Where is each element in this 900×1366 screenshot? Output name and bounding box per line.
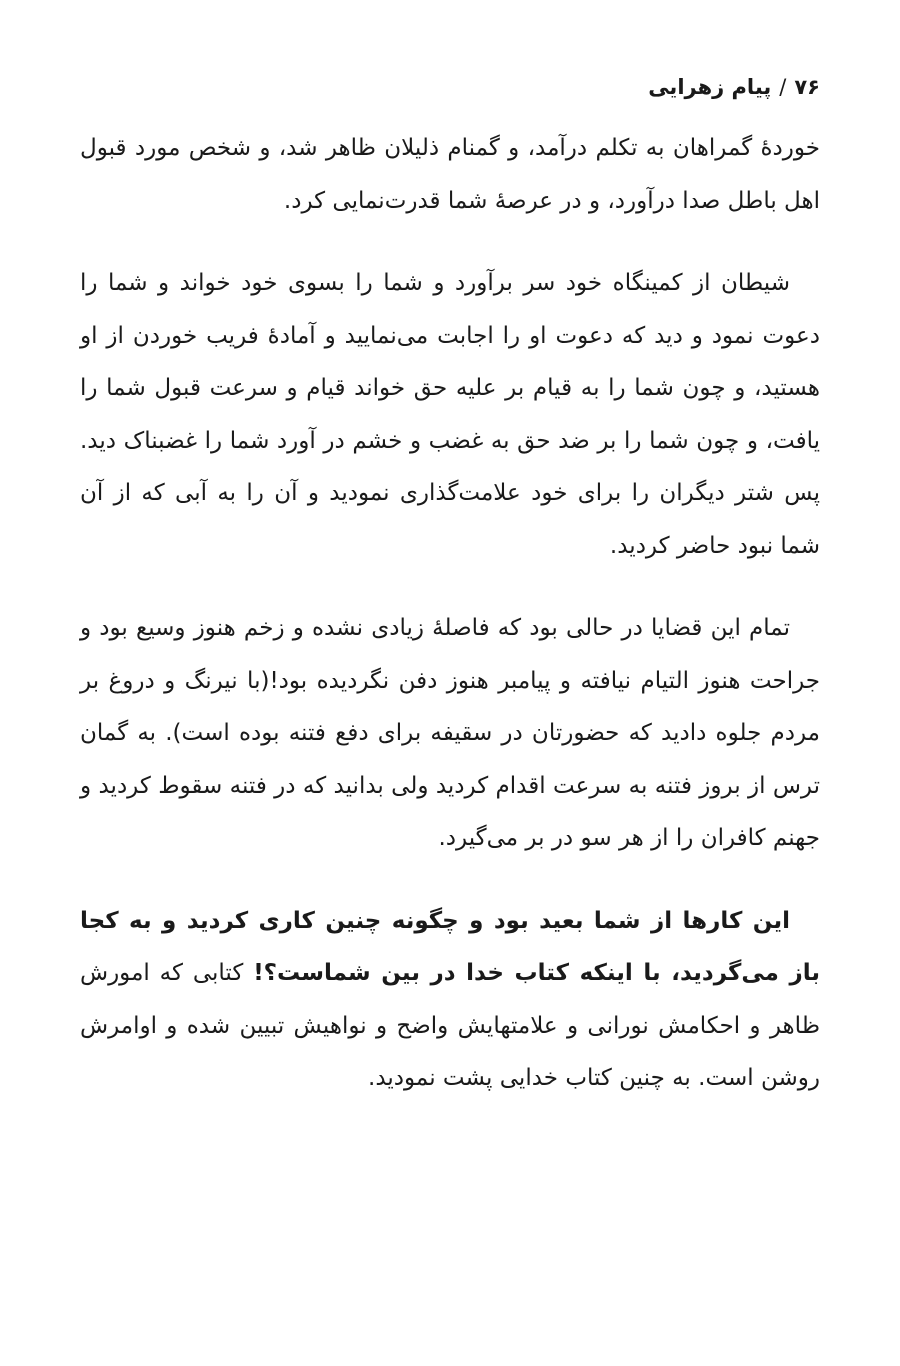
- paragraph-2: شیطان از کمینگاه خود سر برآورد و شما را بسوی خود خواند و شما را دعوت نمود و دید که دعوت او را اجابت می‌نمایید و آمادهٔ فریب خوردن از او هستید، و چون شما را به قیام بر علیه حق خواند قیام و سرعت قبول شما را یافت، و چون شما را بر ضد حق به غضب و خشم در آورد شما را غضبناک دید. پس شتر دیگران را برای خود علامت‌گذاری نمودید و آن را به آبی که از آن شما نبود حاضر کردید.: [80, 270, 820, 559]
- paragraph-1: خوردهٔ گمراهان به تکلم درآمد، و گمنام ذلیلان ظاهر شد، و شخص مورد قبول اهل باطل صدا درآورد، و در عرصهٔ شما قدرت‌نمایی کرد.: [80, 135, 820, 214]
- paragraph-4: [80, 895, 820, 1105]
- header-separator: /: [779, 75, 787, 99]
- body-text: [80, 122, 820, 1135]
- page-number: ۷۶: [794, 75, 820, 99]
- running-header: [648, 72, 820, 102]
- paragraph-4-rest: کتابی که امورش ظاهر و احکامش نورانی و علامتهایش واضح و نواهیش تبیین شده و اوامرش روشن است. به چنین کتاب خدایی پشت نمودید.: [80, 960, 820, 1091]
- book-title: پیام زهرایی: [648, 75, 772, 99]
- paragraph-3: تمام این قضایا در حالی بود که فاصلهٔ زیادی نشده و زخم هنوز وسیع بود و جراحت هنوز التیام نیافته و پیامبر هنوز دفن نگردیده بود!(با نیرنگ و دروغ بر مردم جلوه دادید که حضورتان در سقیفه برای دفع فتنه بوده است). به گمان ترس از بروز فتنه به سرعت اقدام کردید ولی بدانید که در فتنه سقوط کردید و جهنم کافران را از هر سو در بر می‌گیرد.: [80, 615, 820, 851]
- paragraph-4-bold-lead: این کارها از شما بعید بود و چگونه چنین کاری کردید و به کجا باز می‌گردید، با اینکه کتاب خدا در بین شماست؟!: [80, 907, 820, 986]
